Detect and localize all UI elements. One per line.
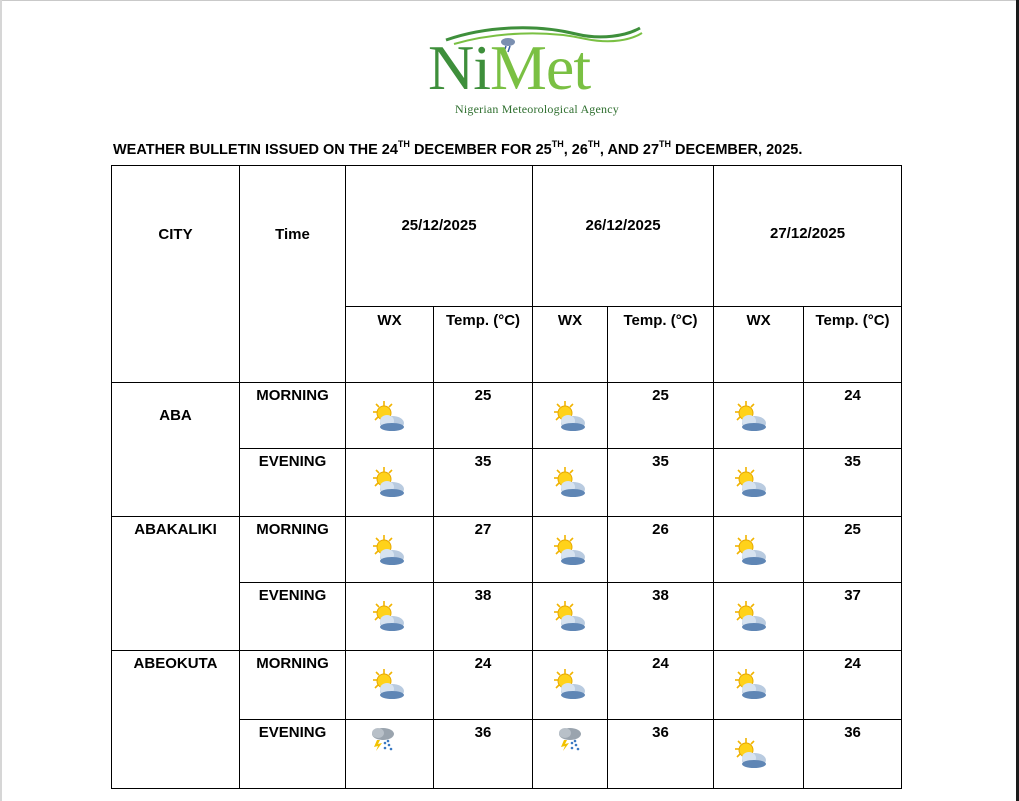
temp-header-cell bbox=[608, 307, 714, 383]
temp-cell bbox=[804, 383, 902, 449]
city-name: ABAKALIKI bbox=[134, 521, 217, 538]
title-part: DECEMBER FOR 25 bbox=[409, 142, 552, 158]
temp-cell bbox=[434, 651, 533, 720]
title-part: DECEMBER, 2025. bbox=[671, 142, 803, 158]
partly-cloudy-icon bbox=[370, 599, 406, 633]
city-cell bbox=[112, 517, 240, 651]
title-suffix: TH bbox=[587, 139, 600, 150]
time-label: EVENING bbox=[258, 453, 327, 470]
temp-value: 38 bbox=[474, 587, 492, 604]
date-header-1 bbox=[346, 166, 533, 307]
partly-cloudy-icon bbox=[732, 399, 768, 433]
wx-cell bbox=[714, 720, 804, 789]
temp-value: 36 bbox=[844, 724, 861, 741]
logo-met-text: Met bbox=[490, 32, 591, 103]
city-header: CITY bbox=[158, 226, 193, 243]
temp-cell bbox=[434, 720, 533, 789]
table-row bbox=[112, 517, 902, 583]
table-row bbox=[112, 383, 902, 449]
wx-cell bbox=[346, 583, 434, 651]
time-cell bbox=[240, 583, 346, 651]
partly-cloudy-icon bbox=[370, 533, 406, 567]
wx-header-cell bbox=[346, 307, 434, 383]
temp-value: 24 bbox=[844, 387, 861, 404]
nimet-logo bbox=[426, 22, 646, 122]
city-cell bbox=[112, 651, 240, 789]
city-cell bbox=[112, 383, 240, 517]
temp-cell bbox=[608, 517, 714, 583]
wx-cell bbox=[714, 383, 804, 449]
wx-cell bbox=[346, 383, 434, 449]
temp-value: 25 bbox=[474, 387, 492, 404]
wx-cell bbox=[533, 517, 608, 583]
temp-cell bbox=[804, 449, 902, 517]
date-label: 25/12/2025 bbox=[401, 217, 477, 234]
header-row-dates bbox=[112, 166, 902, 307]
temp-cell bbox=[608, 720, 714, 789]
title-part: , AND 27 bbox=[599, 142, 660, 158]
wx-cell bbox=[533, 720, 608, 789]
time-header-cell bbox=[240, 166, 346, 383]
partly-cloudy-icon bbox=[370, 667, 406, 701]
city-name: ABEOKUTA bbox=[133, 655, 218, 672]
wx-header: WX bbox=[746, 312, 771, 329]
temp-cell bbox=[608, 651, 714, 720]
wx-cell bbox=[714, 583, 804, 651]
time-label: MORNING bbox=[256, 655, 329, 672]
wx-cell bbox=[714, 651, 804, 720]
temp-value: 35 bbox=[474, 453, 492, 470]
wx-cell bbox=[533, 449, 608, 517]
wx-header: WX bbox=[557, 312, 583, 329]
logo-wordmark bbox=[428, 32, 591, 103]
forecast-body bbox=[112, 383, 902, 789]
logo-agency-name: Nigerian Meteorological Agency bbox=[455, 102, 619, 116]
wx-header-cell bbox=[533, 307, 608, 383]
time-cell bbox=[240, 383, 346, 449]
wx-header: WX bbox=[377, 312, 402, 329]
temp-cell bbox=[804, 720, 902, 789]
temp-value: 36 bbox=[652, 724, 669, 741]
time-label: MORNING bbox=[256, 521, 329, 538]
city-name: ABA bbox=[159, 407, 192, 424]
partly-cloudy-icon bbox=[551, 399, 587, 433]
temp-cell bbox=[804, 583, 902, 651]
temp-cell bbox=[804, 517, 902, 583]
temp-cell bbox=[608, 383, 714, 449]
time-header: Time bbox=[275, 226, 310, 243]
date-label: 26/12/2025 bbox=[585, 217, 661, 234]
date-label: 27/12/2025 bbox=[770, 225, 846, 242]
temp-value: 24 bbox=[652, 655, 669, 672]
forecast-table bbox=[111, 165, 902, 789]
time-label: MORNING bbox=[256, 387, 329, 404]
time-cell bbox=[240, 720, 346, 789]
wx-cell bbox=[714, 517, 804, 583]
partly-cloudy-icon bbox=[551, 465, 587, 499]
temp-value: 37 bbox=[844, 587, 861, 604]
wx-cell bbox=[714, 449, 804, 517]
city-header-cell bbox=[112, 166, 240, 383]
temp-value: 38 bbox=[652, 587, 669, 604]
temp-header: Temp. (°C) bbox=[815, 312, 890, 329]
wx-cell bbox=[533, 651, 608, 720]
page-left-edge bbox=[0, 0, 2, 801]
time-label: EVENING bbox=[258, 587, 327, 604]
temp-header: Temp. (°C) bbox=[445, 312, 521, 329]
partly-cloudy-icon bbox=[551, 533, 587, 567]
partly-cloudy-icon bbox=[551, 599, 587, 633]
table-row bbox=[112, 651, 902, 720]
temp-value: 35 bbox=[652, 453, 669, 470]
logo-ni-text: Ni bbox=[428, 32, 490, 103]
thunderstorm-icon bbox=[555, 726, 585, 752]
thunderstorm-icon bbox=[368, 726, 398, 752]
wx-cell bbox=[346, 720, 434, 789]
partly-cloudy-icon bbox=[732, 465, 768, 499]
partly-cloudy-icon bbox=[551, 667, 587, 701]
temp-value: 26 bbox=[652, 521, 669, 538]
partly-cloudy-icon bbox=[732, 736, 768, 770]
temp-value: 35 bbox=[844, 453, 861, 470]
temp-cell bbox=[434, 583, 533, 651]
time-cell bbox=[240, 651, 346, 720]
wx-cell bbox=[533, 583, 608, 651]
partly-cloudy-icon bbox=[732, 533, 768, 567]
temp-value: 36 bbox=[474, 724, 492, 741]
partly-cloudy-icon bbox=[370, 399, 406, 433]
wx-cell bbox=[533, 383, 608, 449]
partly-cloudy-icon bbox=[732, 667, 768, 701]
temp-cell bbox=[434, 449, 533, 517]
time-cell bbox=[240, 449, 346, 517]
temp-cell bbox=[804, 651, 902, 720]
partly-cloudy-icon bbox=[370, 465, 406, 499]
wx-cell bbox=[346, 517, 434, 583]
temp-header-cell bbox=[434, 307, 533, 383]
time-cell bbox=[240, 517, 346, 583]
temp-value: 24 bbox=[474, 655, 492, 672]
temp-value: 27 bbox=[474, 521, 492, 538]
title-suffix: TH bbox=[659, 139, 672, 150]
wx-cell bbox=[346, 449, 434, 517]
title-suffix: TH bbox=[397, 139, 410, 150]
bulletin-title bbox=[113, 139, 803, 158]
title-part: , 26 bbox=[563, 142, 588, 158]
temp-header-cell bbox=[804, 307, 902, 383]
temp-cell bbox=[434, 517, 533, 583]
temp-header: Temp. (°C) bbox=[623, 312, 698, 329]
title-part: WEATHER BULLETIN ISSUED ON THE 24 bbox=[113, 142, 398, 158]
page-top-edge bbox=[0, 0, 1019, 1]
partly-cloudy-icon bbox=[732, 599, 768, 633]
wx-cell bbox=[346, 651, 434, 720]
temp-value: 24 bbox=[844, 655, 861, 672]
temp-cell bbox=[608, 583, 714, 651]
title-suffix: TH bbox=[551, 139, 564, 150]
temp-value: 25 bbox=[844, 521, 861, 538]
temp-cell bbox=[434, 383, 533, 449]
wx-header-cell bbox=[714, 307, 804, 383]
time-label: EVENING bbox=[258, 724, 327, 741]
temp-value: 25 bbox=[652, 387, 669, 404]
date-header-2 bbox=[533, 166, 714, 307]
temp-cell bbox=[608, 449, 714, 517]
date-header-3 bbox=[714, 166, 902, 307]
